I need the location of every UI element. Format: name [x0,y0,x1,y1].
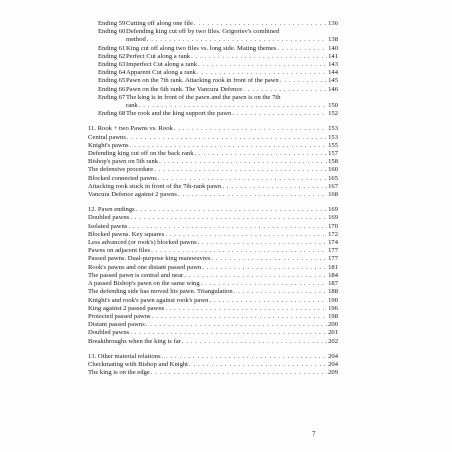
ending-title: Cutting off along one file [126,20,193,27]
ending-page: 143 [328,61,338,69]
dot-leader [182,338,327,346]
ending-number: Ending 59 [98,20,126,27]
dot-leader [195,150,328,158]
ending-number: Ending 64 [98,69,126,77]
ending-page: 181 [328,263,338,271]
dot-leader [232,110,327,118]
chapter-title: 13. Other material relations [88,352,161,360]
ending-title-continued: method [126,36,146,44]
dot-leader [151,369,327,377]
ending-title: Perfect Cut along a rank [126,52,191,60]
ending-title: Defending king cut off by two files. Grigoriev's combined [126,28,280,36]
dot-leader [165,231,327,239]
dot-leader [178,191,327,199]
chapter-page: 169 [328,206,338,214]
toc-entry [88,288,338,296]
toc-entry [88,223,338,231]
page-number: 7 [312,430,316,438]
dot-leader [202,264,327,272]
ending-page: 209 [328,369,338,377]
ending-title: Defending king cut off on the back rank [88,150,194,158]
ending-title: Apparent Cut along a rank [126,69,196,77]
toc-entry [88,305,338,313]
ending-title: Less advanced (or rook's) blocked pawns [88,239,197,247]
toc-entry [88,175,338,183]
ending-title: A passed Bishop's pawn on the same wing [88,280,200,288]
toc-section [88,125,338,199]
dot-leader [165,305,327,313]
toc-entry [88,369,338,377]
ending-page: 174 [328,239,338,247]
toc-entry [88,255,338,263]
ending-page: 160 [328,166,338,174]
ending-title: Blocked pawns. Key squares [88,230,165,238]
toc-entry [88,166,338,174]
ending-page: 177 [328,247,338,255]
ending-title-continued: rank [126,102,138,110]
toc-section [88,206,338,345]
ending-page: 201 [328,329,338,337]
chapter-page: 204 [328,352,338,360]
ending-title: The rook and the king support the pawn [126,110,232,118]
toc-entry [88,69,338,77]
toc-entry [88,61,338,69]
ending-page: 153 [328,133,338,141]
table-of-contents [88,20,338,377]
ending-page: 200 [328,321,338,329]
ending-title: Passed pawns. Dual-purpose king manoeuvres [88,255,211,263]
chapter-heading [88,125,338,133]
ending-title: Isolated pawns [88,222,128,230]
chapter-title: 11. Rook + two Pawns vs. Rook [88,125,173,133]
ending-page: 168 [328,191,338,199]
toc-entry [88,134,338,142]
ending-page: 157 [328,150,338,158]
ending-title: Checkmating with Bishop and Knight [88,360,188,368]
ending-page: 150 [328,102,338,110]
ending-title: Attacking rook stuck in front of the 7th-rank pawn [88,182,222,190]
toc-entry [88,45,338,53]
toc-entry [88,142,338,150]
toc-entry [88,53,338,61]
toc-entry [88,214,338,222]
ending-page: 140 [328,44,338,52]
toc-entry [88,94,338,102]
ending-page: 188 [328,288,338,296]
ending-page: 138 [328,36,338,44]
dot-leader [191,53,327,61]
ending-number: Ending 68 [98,110,126,118]
toc-section [88,353,338,378]
toc-entry [88,338,338,346]
ending-page: 145 [328,77,338,85]
dot-leader [130,142,328,150]
dot-leader [146,321,327,329]
ending-title: Knight's pawns [88,141,129,149]
toc-entry-continuation [88,102,338,110]
toc-entry [88,247,338,255]
dot-leader [130,214,327,222]
ending-title: Pawns on adjacent files [88,247,151,255]
ending-number: Ending 63 [98,61,126,69]
ending-title: Imperfect Cut along a rank [126,61,198,69]
ending-title: Rook's pawns and one distant passed pawn [88,263,202,271]
toc-entry [88,321,338,329]
toc-entry [88,183,338,191]
dot-leader [162,353,328,361]
dot-leader [222,183,327,191]
toc-entry [88,264,338,272]
ending-title: Knight's and rook's pawn against rook's pawn [88,296,209,304]
dot-leader [201,280,327,288]
toc-entry-continuation [88,36,338,44]
dot-leader [151,247,327,255]
ending-title: The defending side has moved his pawn. Triangulation [88,288,233,296]
ending-page: 165 [328,174,338,182]
dot-leader [189,361,327,369]
ending-number: Ending 60 [98,28,126,36]
ending-page: 202 [328,337,338,345]
ending-page: 144 [328,69,338,77]
ending-title: Pawn on the 7th rank. Attacking rook in front of the pawn [126,77,279,85]
toc-entry [88,158,338,166]
dot-leader [174,125,327,133]
toc-entry [88,231,338,239]
ending-title: Protected passed pawns [88,312,151,320]
dot-leader [147,36,327,44]
ending-page: 141 [328,52,338,60]
ending-page: 152 [328,110,338,118]
dot-leader [209,297,327,305]
ending-page: 172 [328,230,338,238]
ending-page: 204 [328,360,338,368]
ending-page: 169 [328,214,338,222]
chapter-heading [88,353,338,361]
ending-title: Pawn on the 6th rank. The Vancura Defence [126,85,243,93]
dot-leader [234,288,327,296]
ending-page: 196 [328,304,338,312]
dot-leader [159,158,327,166]
dot-leader [243,86,327,94]
ending-page: 155 [328,141,338,149]
ending-page: 170 [328,222,338,230]
dot-leader [212,255,328,263]
dot-leader [198,61,327,69]
ending-title: Doubled pawns [88,214,130,222]
ending-title: Vancura Defence against 2 pawns [88,191,177,199]
toc-entry [88,20,338,28]
ending-title: Central pawns [88,133,126,141]
toc-entry [88,239,338,247]
ending-title: The king is on the edge [88,369,150,377]
ending-page: 136 [328,20,338,27]
dot-leader [277,45,327,53]
ending-title: The king is in front of the pawn and the pawn is on the 7th [126,93,281,101]
dot-leader [128,223,327,231]
ending-title: The passed pawn is central and near [88,271,184,279]
chapter-title: 12. Pawn endings [88,206,135,214]
ending-title: Bishop's pawn on 5th rank [88,158,159,166]
dot-leader [139,102,327,110]
toc-entry [88,77,338,85]
ending-title: Blocked connected pawns [88,174,157,182]
ending-page: 198 [328,312,338,320]
dot-leader [127,134,327,142]
toc-entry [88,191,338,199]
ending-page: 177 [328,255,338,263]
toc-entry [88,329,338,337]
dot-leader [158,175,327,183]
ending-page: 167 [328,182,338,190]
dot-leader [280,77,327,85]
ending-number: Ending 67 [98,93,126,101]
dot-leader [197,69,327,77]
ending-title: Breakthroughs when the king is far [88,337,181,345]
ending-title: King cut off along two files vs. long side. Mating themes [126,44,277,52]
dot-leader [154,166,327,174]
ending-title: Doubled pawns [88,329,130,337]
ending-number: Ending 66 [98,85,126,93]
dot-leader [198,239,327,247]
ending-page: 190 [328,296,338,304]
ending-number: Ending 61 [98,44,126,52]
ending-number: Ending 62 [98,52,126,60]
chapter-heading [88,206,338,214]
ending-title: King against 2 passed pawns [88,304,165,312]
toc-entry [88,297,338,305]
toc-entry [88,272,338,280]
toc-entry [88,280,338,288]
toc-entry [88,150,338,158]
ending-page: 158 [328,158,338,166]
dot-leader [194,20,327,28]
dot-leader [184,272,327,280]
toc-section [88,20,338,118]
toc-entry [88,110,338,118]
dot-leader [152,313,327,321]
ending-title: Distant passed pawns [88,321,145,329]
toc-entry [88,313,338,321]
chapter-page: 153 [328,125,338,133]
toc-entry [88,28,338,36]
toc-entry [88,86,338,94]
ending-page: 146 [328,85,338,93]
dot-leader [130,329,327,337]
ending-page: 184 [328,271,338,279]
dot-leader [136,206,327,214]
ending-number: Ending 65 [98,77,126,85]
ending-page: 187 [328,280,338,288]
toc-entry [88,361,338,369]
ending-title: The defensive procedure [88,166,154,174]
